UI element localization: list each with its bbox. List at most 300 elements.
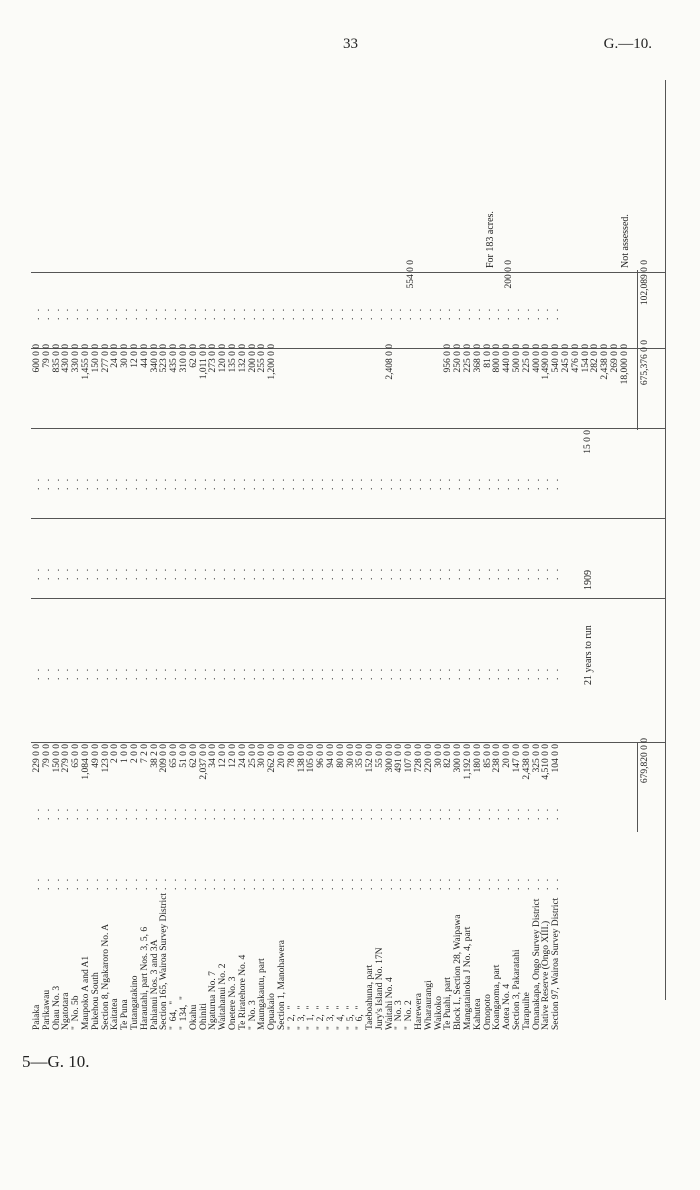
value-value (307, 344, 317, 404)
leader-dots: . . (463, 476, 474, 490)
leader-dots: . . (51, 476, 62, 490)
land-name: Section 3, Pakaratahi (512, 949, 523, 1030)
land-name: " 2, " (316, 1005, 327, 1030)
leader-dots: . . (198, 306, 209, 320)
leader-dots: . . (414, 806, 425, 820)
leader-dots: . . (169, 306, 180, 320)
leader-dots: . . (286, 306, 297, 320)
area-value: 12 0 0 (227, 744, 238, 768)
leader-dots: . . (71, 666, 82, 680)
leader-dots: . . (365, 806, 376, 820)
leader-dots: . . (51, 876, 62, 890)
leader-dots: . . (218, 306, 229, 320)
leader-dots: . . (414, 666, 425, 680)
leader-dots: . . (443, 476, 454, 490)
leader-dots: . . (296, 876, 307, 890)
land-name: Waitahanui No. 2 (218, 963, 229, 1030)
leader-dots: . . (129, 806, 140, 820)
leader-dots: . . (433, 876, 444, 890)
leader-dots: . . (208, 306, 219, 320)
area-value: 12 0 0 (218, 744, 229, 768)
leader-dots: . . (404, 476, 415, 490)
area-value: 62 0 0 (188, 744, 199, 768)
leader-dots-column (33, 290, 562, 320)
leader-dots: . . (120, 806, 131, 820)
land-name: " 134, " (178, 996, 189, 1030)
leader-dots: . . (482, 876, 493, 890)
value-value: 245 0 0 (561, 344, 572, 373)
leader-dots: . . (492, 306, 503, 320)
leader-dots: . . (169, 806, 180, 820)
leader-dots: . . (521, 476, 532, 490)
value-value: 330 0 0 (71, 344, 82, 373)
area-value: 147 0 0 (512, 744, 523, 773)
leader-dots: . . (227, 876, 238, 890)
leader-dots: . . (100, 306, 111, 320)
leader-dots: . . (492, 876, 503, 890)
leader-dots: . . (512, 476, 523, 490)
leader-dots: . . (100, 476, 111, 490)
area-value: 78 0 0 (286, 744, 297, 768)
value-value: 81 0 0 (482, 344, 493, 368)
value-value: 79 0 0 (41, 344, 52, 368)
rule-assessed-total (637, 270, 638, 330)
leader-dots: . . (512, 806, 523, 820)
leader-dots: . . (71, 806, 82, 820)
leader-dots: . . (110, 566, 121, 580)
value-value: 250 0 0 (453, 344, 464, 373)
value-value (405, 344, 415, 404)
land-name: " No. 3 (394, 1000, 405, 1030)
leader-dots: . . (325, 476, 336, 490)
area-value: 728 0 0 (414, 744, 425, 773)
leader-dots: . . (80, 666, 91, 680)
leader-dots: . . (218, 806, 229, 820)
leader-dots: . . (149, 566, 160, 580)
leader-dots: . . (90, 666, 101, 680)
leader-dots: . . (257, 806, 268, 820)
rule-right-edge (665, 80, 666, 1000)
rule-row-assessed (31, 272, 665, 273)
leader-dots: . . (257, 306, 268, 320)
leader-dots: . . (492, 666, 503, 680)
leader-dots: . . (276, 666, 287, 680)
leader-dots-column (33, 460, 562, 490)
leader-dots: . . (247, 876, 258, 890)
leader-dots: . . (325, 566, 336, 580)
leader-dots: . . (384, 306, 395, 320)
leader-dots: . . (453, 306, 464, 320)
leader-dots: . . (335, 806, 346, 820)
leader-dots: . . (296, 476, 307, 490)
leader-dots: . . (394, 306, 405, 320)
area-value: 20 0 0 (502, 744, 513, 768)
leader-dots: . . (482, 806, 493, 820)
leader-dots: . . (502, 806, 513, 820)
area-value: 30 0 0 (257, 744, 268, 768)
area-value: 279 0 0 (61, 744, 72, 773)
leader-dots: . . (80, 306, 91, 320)
leader-dots: . . (178, 476, 189, 490)
leader-dots: . . (139, 476, 150, 490)
leader-dots: . . (374, 306, 385, 320)
leader-dots: . . (345, 876, 356, 890)
value-value: 1,455 0 0 (80, 344, 91, 380)
leader-dots: . . (345, 666, 356, 680)
leader-dots: . . (374, 876, 385, 890)
year-note: 1909 (583, 570, 594, 590)
land-name: Kahutea (472, 998, 483, 1030)
value-value: 12 0 0 (129, 344, 140, 368)
leader-dots: . . (120, 566, 131, 580)
leader-dots: . . (384, 566, 395, 580)
leader-dots: . . (100, 566, 111, 580)
area-value: 220 0 0 (423, 744, 434, 773)
leader-dots: . . (276, 876, 287, 890)
remark-183-acres: For 183 acres. (485, 211, 496, 268)
leader-dots: . . (335, 666, 346, 680)
leader-dots: . . (120, 306, 131, 320)
leader-dots: . . (521, 566, 532, 580)
leader-dots: . . (414, 476, 425, 490)
rule-value-total (637, 330, 638, 430)
land-name: Onetere No. 3 (227, 976, 238, 1030)
leader-dots: . . (433, 476, 444, 490)
land-name: Section 8, Ngakaroro No. A (100, 923, 111, 1030)
leader-dots: . . (276, 476, 287, 490)
land-name: Taeboahuna, part (365, 964, 376, 1030)
leader-dots: . . (306, 666, 317, 680)
leader-dots: . . (423, 666, 434, 680)
leader-dots: . . (286, 666, 297, 680)
value-value: 120 0 0 (218, 344, 229, 373)
land-name: " 4, " (335, 1005, 346, 1030)
leader-dots: . . (51, 666, 62, 680)
leader-dots: . . (267, 876, 278, 890)
area-value: 105 0 0 (306, 744, 317, 773)
leader-dots: . . (110, 306, 121, 320)
area-value: 65 0 0 (71, 744, 82, 768)
value-value: 62 0 0 (188, 344, 199, 368)
land-name: Mangatainoka J No. 4, part (463, 926, 474, 1030)
leader-dots: . . (482, 476, 493, 490)
area-value: 262 0 0 (267, 744, 278, 773)
leader-dots: . . (159, 806, 170, 820)
land-name: Parikawau (41, 989, 52, 1030)
leader-dots: . . (218, 476, 229, 490)
land-name: " 3, " (325, 1005, 336, 1030)
land-name: Section 165, Wairoa Survey District (159, 892, 170, 1030)
value-value: 18,000 0 0 (619, 344, 630, 385)
leader-dots: . . (296, 566, 307, 580)
leader-dots: . . (41, 476, 52, 490)
area-value: 138 0 0 (296, 744, 307, 773)
leader-dots: . . (325, 806, 336, 820)
leader-dots: . . (41, 566, 52, 580)
land-name: Maungakautu, part (257, 958, 268, 1030)
leader-dots: . . (316, 476, 327, 490)
leader-dots: . . (247, 806, 258, 820)
leader-dots: . . (227, 566, 238, 580)
leader-dots: . . (433, 806, 444, 820)
leader-dots: . . (61, 476, 72, 490)
area-value: 107 0 0 (404, 744, 415, 773)
land-name: Koangaoma, part (492, 964, 503, 1030)
leader-dots: . . (541, 566, 552, 580)
leader-dots: . . (384, 806, 395, 820)
leader-dots: . . (433, 666, 444, 680)
leader-dots: . . (472, 476, 483, 490)
value-value: 154 0 0 (580, 344, 591, 373)
value-value: 2,408 0 0 (384, 344, 395, 380)
land-name: Tarapuihe (521, 992, 532, 1030)
leader-dots: . . (188, 666, 199, 680)
leader-dots: . . (551, 876, 562, 890)
leader-dots: . . (502, 566, 513, 580)
leader-dots: . . (394, 666, 405, 680)
land-name: " 2, " (286, 1005, 297, 1030)
land-name: " 64, " (169, 1000, 180, 1030)
leader-dots: . . (482, 306, 493, 320)
leader-dots: . . (316, 666, 327, 680)
page-number-label: 33 (343, 36, 358, 52)
value-value: 24 0 0 (110, 344, 121, 368)
leader-dots: . . (325, 306, 336, 320)
value-value: 269 0 0 (610, 344, 621, 373)
leader-dots: . . (443, 306, 454, 320)
leader-dots: . . (306, 876, 317, 890)
land-name: " No. 2 (404, 1000, 415, 1030)
value-value: 430 0 0 (61, 344, 72, 373)
leader-dots: . . (276, 566, 287, 580)
leader-dots: . . (257, 476, 268, 490)
leader-dots: . . (541, 476, 552, 490)
leader-dots: . . (247, 566, 258, 580)
assessed-entry: 200 0 0 (504, 260, 514, 289)
leader-dots: . . (384, 476, 395, 490)
value-value: 282 0 0 (590, 344, 601, 373)
leader-dots: . . (32, 876, 42, 890)
area-value: 20 0 0 (276, 744, 287, 768)
area-value: 1,192 0 0 (463, 744, 474, 780)
leader-dots: . . (41, 876, 52, 890)
rule-row-lease (31, 598, 665, 599)
area-value: 85 0 0 (482, 744, 493, 768)
value-value: 132 0 0 (237, 344, 248, 373)
leader-dots: . . (472, 306, 483, 320)
leader-dots: . . (139, 306, 150, 320)
leader-dots: . . (492, 806, 503, 820)
leader-dots: . . (110, 876, 121, 890)
leader-dots: . . (178, 876, 189, 890)
land-name: Block I., Section 28, Waipawa (453, 914, 464, 1030)
leader-dots: . . (188, 476, 199, 490)
value-value: 540 0 0 (551, 344, 562, 373)
rule-row-area (31, 742, 665, 743)
leader-dots: . . (237, 806, 248, 820)
land-name: Kaitatea (110, 998, 121, 1030)
leader-dots: . . (463, 806, 474, 820)
area-value: 209 0 0 (159, 744, 170, 773)
land-name: Maupoko A and A1 (80, 955, 91, 1030)
leader-dots: . . (355, 876, 366, 890)
leader-dots: . . (512, 666, 523, 680)
land-name: " 3, " (296, 1005, 307, 1030)
leader-dots: . . (90, 876, 101, 890)
leader-dots: . . (276, 806, 287, 820)
area-value: 4,510 0 0 (541, 744, 552, 780)
leader-dots: . . (110, 806, 121, 820)
land-name: Okahu (188, 1004, 199, 1030)
area-value: 152 0 0 (365, 744, 376, 773)
value-value (327, 344, 337, 404)
lease-note: 21 years to run (583, 625, 594, 685)
land-name: Waitahi No. 4 (384, 977, 395, 1030)
value-value (317, 344, 327, 404)
leader-dots: . . (531, 476, 542, 490)
leader-dots: . . (51, 566, 62, 580)
area-value: 104 0 0 (551, 744, 562, 773)
area-value: 300 0 0 (384, 744, 395, 773)
area-value: 79 0 0 (41, 744, 52, 768)
leader-dots: . . (257, 666, 268, 680)
leader-dots: . . (414, 306, 425, 320)
value-value (415, 344, 425, 404)
area-value: 2,438 0 0 (521, 744, 532, 780)
leader-dots: . . (159, 476, 170, 490)
leader-dots: . . (453, 876, 464, 890)
leader-dots: . . (463, 306, 474, 320)
leader-dots: . . (149, 476, 160, 490)
area-value: 238 0 0 (492, 744, 503, 773)
value-value: 277 0 0 (100, 344, 111, 373)
leader-dots: . . (365, 306, 376, 320)
leader-dots: . . (502, 476, 513, 490)
leader-dots: . . (188, 306, 199, 320)
leader-dots: . . (443, 876, 454, 890)
leader-dots: . . (365, 566, 376, 580)
value-value: 476 0 0 (570, 344, 581, 373)
land-name: Harewera (414, 993, 425, 1030)
leader-dots: . . (443, 666, 454, 680)
leader-dots: . . (502, 666, 513, 680)
value-column (33, 344, 631, 404)
leader-dots: . . (541, 876, 552, 890)
leader-dots: . . (198, 566, 209, 580)
leader-dots: . . (472, 876, 483, 890)
leader-dots: . . (32, 306, 42, 320)
value-value (288, 344, 298, 404)
rule-row-rent (31, 428, 665, 429)
rent-note: 15 0 0 (583, 430, 593, 454)
leader-dots: . . (325, 666, 336, 680)
land-name: Paiaka (32, 1004, 42, 1030)
value-value (278, 344, 288, 404)
leader-dots: . . (286, 876, 297, 890)
value-value: 225 0 0 (463, 344, 474, 373)
leader-dots: . . (335, 476, 346, 490)
area-value: 491 0 0 (394, 744, 405, 773)
leader-dots: . . (90, 306, 101, 320)
land-name: Ohiniti (198, 1003, 209, 1030)
area-value: 30 0 0 (433, 744, 444, 768)
leader-dots: . . (267, 566, 278, 580)
value-value: 1,011 0 0 (198, 344, 209, 380)
land-name: Ngatotara (61, 992, 72, 1030)
leader-dots: . . (394, 806, 405, 820)
leader-dots: . . (384, 876, 395, 890)
value-value: 956 0 0 (443, 344, 454, 373)
leader-dots: . . (237, 306, 248, 320)
area-value: 180 0 0 (472, 744, 483, 773)
land-name: Tutangatakino (129, 975, 140, 1030)
leader-dots: . . (178, 566, 189, 580)
leader-dots-column (33, 550, 562, 580)
leader-dots: . . (286, 806, 297, 820)
area-value: 38 2 0 (149, 744, 160, 768)
value-value: 273 0 0 (208, 344, 219, 373)
leader-dots: . . (423, 306, 434, 320)
value-value: 368 0 0 (472, 344, 483, 373)
area-value: 80 0 0 (335, 744, 346, 768)
leader-dots: . . (492, 476, 503, 490)
leader-dots: . . (316, 566, 327, 580)
leader-dots: . . (394, 476, 405, 490)
land-name: Section 97, Wairoa Survey District (551, 897, 562, 1030)
value-value: 440 0 0 (502, 344, 513, 373)
leader-dots: . . (257, 876, 268, 890)
value-value: 435 0 0 (169, 344, 180, 373)
leader-dots: . . (453, 666, 464, 680)
leader-dots: . . (404, 876, 415, 890)
land-name: Omopoto (482, 994, 493, 1030)
area-value: 65 0 0 (169, 744, 180, 768)
leader-dots: . . (120, 476, 131, 490)
leader-dots: . . (355, 476, 366, 490)
leader-dots: . . (335, 566, 346, 580)
value-value: 44 0 0 (139, 344, 150, 368)
leader-dots: . . (32, 476, 42, 490)
value-value: 400 0 0 (531, 344, 542, 373)
leader-dots: . . (316, 306, 327, 320)
land-name: Waikoko (433, 995, 444, 1030)
leader-dots: . . (198, 476, 209, 490)
leader-dots: . . (257, 566, 268, 580)
leader-dots: . . (374, 476, 385, 490)
leader-dots: . . (129, 306, 140, 320)
leader-dots: . . (335, 306, 346, 320)
land-name: " No. 3 (247, 1000, 258, 1030)
leader-dots: . . (531, 306, 542, 320)
leader-dots: . . (237, 666, 248, 680)
leader-dots: . . (32, 566, 42, 580)
leader-dots: . . (227, 306, 238, 320)
leader-dots: . . (237, 476, 248, 490)
leader-dots: . . (159, 876, 170, 890)
leader-dots: . . (159, 566, 170, 580)
leader-dots: . . (443, 806, 454, 820)
area-value: 7 2 0 (139, 744, 150, 763)
leader-dots: . . (149, 666, 160, 680)
leader-dots: . . (80, 876, 91, 890)
area-value: 49 0 0 (90, 744, 101, 768)
leader-dots: . . (110, 666, 121, 680)
value-value: 523 0 0 (159, 344, 170, 373)
leader-dots: . . (512, 306, 523, 320)
land-name: Ngaturua No. 7 (208, 971, 219, 1030)
leader-dots: . . (227, 476, 238, 490)
leader-dots: . . (423, 806, 434, 820)
